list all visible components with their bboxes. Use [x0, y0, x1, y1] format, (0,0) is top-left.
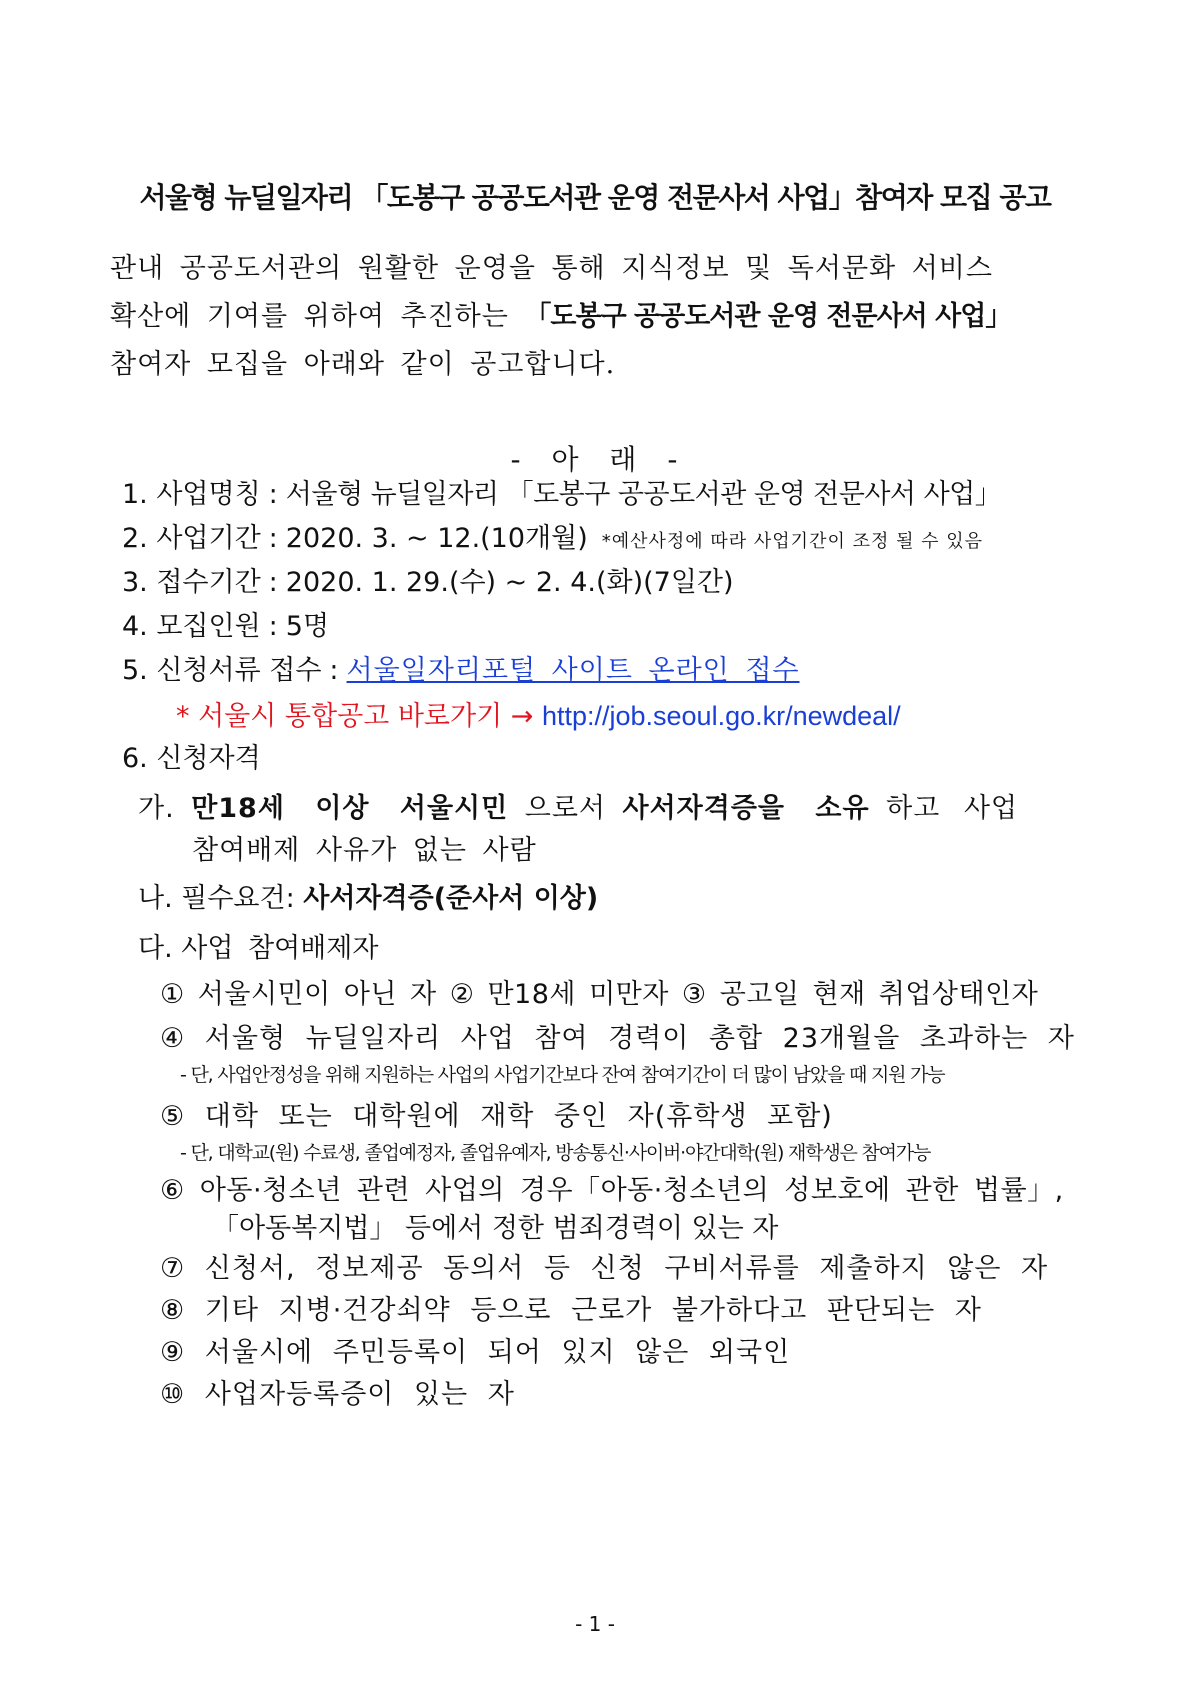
ga-part2: 으로서 [524, 793, 606, 824]
exclusion-row-2: ④ 서울형 뉴딜일자리 사업 참여 경력이 총합 23개월을 초과하는 자 [160, 1023, 1075, 1054]
na-label: 필수요건: [181, 883, 295, 914]
shortcut-line [176, 694, 901, 733]
item2-note: *예산사정에 따라 사업기간이 조정 될 수 있음 [601, 531, 984, 552]
item3-value: 2020. 1. 29.(수) ~ 2. 4.(화)(7일간) [285, 567, 734, 598]
exclusion-row-1: ① 서울시민이 아닌 자 ② 만18세 미만자 ③ 공고일 현재 취업상태인자 [160, 979, 1039, 1010]
item3-sep: : [268, 567, 278, 598]
item2-label: 2. 사업기간 [122, 523, 261, 554]
exclusion-row-8: ⑩ 사업자등록증이 있는 자 [160, 1379, 515, 1410]
qualification-na [138, 876, 598, 915]
item-project-name [122, 472, 1001, 511]
item-qualifications: 6. 신청자격 [122, 743, 261, 774]
ga-part4: 하고 사업 [886, 793, 1018, 824]
intro-project-name: 「도봉구 공공도서관 운영 전문사서 사업」 [524, 301, 1012, 332]
item-application-method [122, 648, 800, 687]
na-value: 사서자격증(준사서 이상) [303, 883, 599, 914]
ga-part1: 만18세 이상 서울시민 [191, 793, 509, 824]
intro-line-1: 관내 공공도서관의 원활한 운영을 통해 지식정보 및 독서문화 서비스 [110, 253, 993, 284]
exclusion-row-3: ⑤ 대학 또는 대학원에 재학 중인 자(휴학생 포함) [160, 1101, 833, 1132]
item5-sep: : [329, 655, 339, 686]
item-recruit-count [122, 604, 329, 643]
section-header: - 아 래 - [510, 443, 680, 476]
da-marker: 다. [138, 933, 173, 964]
exclusion-row-4b: 「아동복지법」 등에서 정한 범죄경력이 있는 자 [212, 1213, 779, 1244]
item2-sep: : [268, 523, 278, 554]
ga-line-2: 참여배제 사유가 없는 사람 [192, 835, 537, 866]
exclusion-row-6: ⑧ 기타 지병·건강쇠약 등으로 근로가 불가하다고 판단되는 자 [160, 1295, 982, 1326]
item2-value: 2020. 3. ~ 12.(10개월) [285, 523, 588, 554]
exclusion-row-5: ⑦ 신청서, 정보제공 동의서 등 신청 구비서류를 제출하지 않은 자 [160, 1253, 1049, 1284]
exclusion-note-2: - 단, 사업안정성을 위해 지원하는 사업의 사업기간보다 잔여 참여기간이 더 많이 남았을 때 지원 가능 [180, 1064, 945, 1086]
ga-marker: 가. [138, 793, 175, 824]
ga-part3: 사서자격증을 소유 [622, 793, 870, 824]
intro-line-2 [110, 294, 1011, 333]
intro-line-3: 참여자 모집을 아래와 같이 공고합니다. [110, 349, 616, 380]
online-application-link[interactable]: 서울일자리포털 사이트 온라인 접수 [346, 655, 800, 686]
exclusion-row-4: ⑥ 아동·청소년 관련 사업의 경우「아동·청소년의 성보호에 관한 법률」, [160, 1175, 1064, 1206]
item1-label: 1. 사업명칭 [122, 479, 261, 510]
item-project-period [122, 516, 983, 555]
item5-label: 5. 신청서류 접수 [122, 655, 322, 686]
da-label: 사업 참여배제자 [181, 933, 379, 964]
item-application-period [122, 560, 734, 599]
shortcut-url-link[interactable]: http://job.seoul.go.kr/newdeal/ [541, 701, 901, 731]
exclusion-note-3: - 단, 대학교(원) 수료생, 졸업예정자, 졸업유예자, 방송통신·사이버·야간대학(원) 재학생은 참여가능 [180, 1142, 931, 1164]
item4-value: 5명 [285, 611, 330, 642]
item4-sep: : [268, 611, 278, 642]
qualification-da [138, 926, 378, 965]
qualification-ga [138, 786, 1018, 825]
page-number: - 1 - [575, 1612, 615, 1636]
item4-label: 4. 모집인원 [122, 611, 261, 642]
intro-line-2-prefix: 확산에 기여를 위하여 추진하는 [110, 301, 525, 332]
item3-label: 3. 접수기간 [122, 567, 261, 598]
item1-value: 서울형 뉴딜일자리 「도봉구 공공도서관 운영 전문사서 사업」 [285, 479, 1002, 510]
page-title: 서울형 뉴딜일자리 「도봉구 공공도서관 운영 전문사서 사업」참여자 모집 공고 [139, 181, 1051, 214]
na-marker: 나. [138, 883, 173, 914]
exclusion-row-7: ⑨ 서울시에 주민등록이 되어 있지 않은 외국인 [160, 1337, 791, 1368]
item1-sep: : [268, 479, 278, 510]
shortcut-text: * 서울시 통합공고 바로가기 → [176, 701, 534, 732]
